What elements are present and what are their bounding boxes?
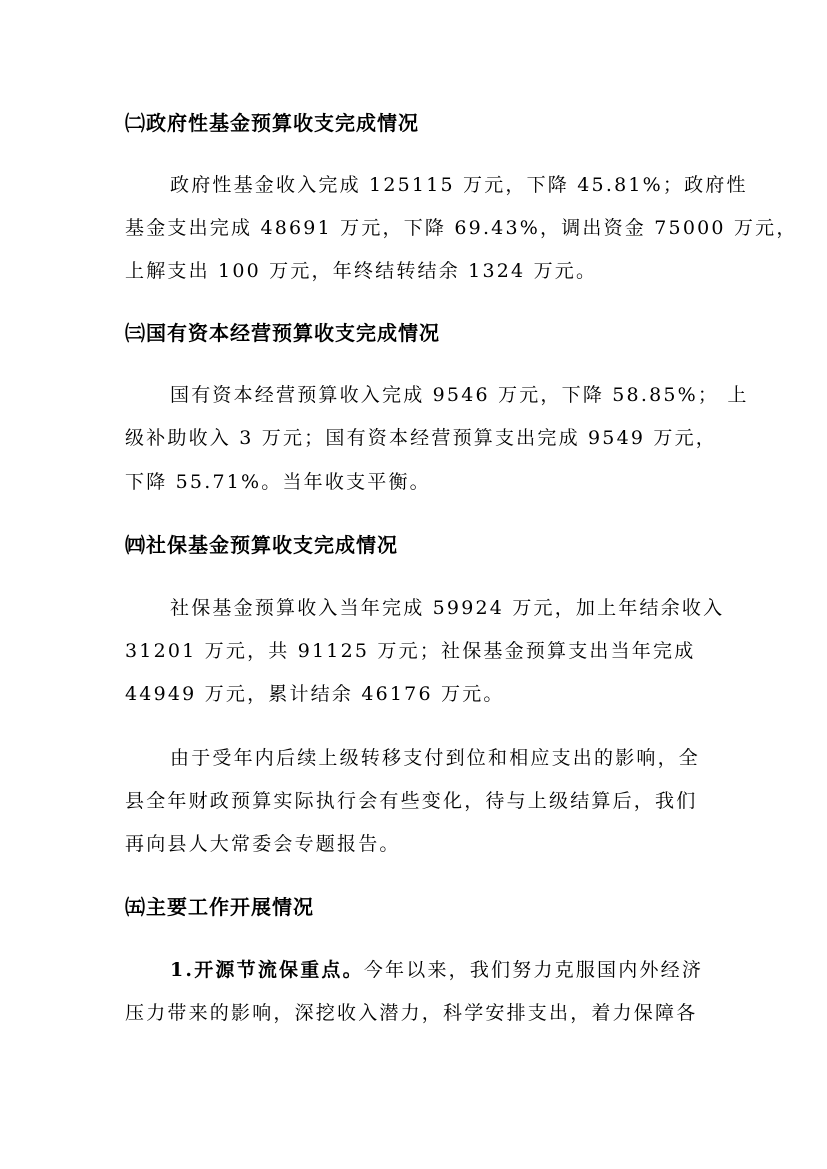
paragraph-line: 由于受年内后续上级转移支付到位和相应支出的影响，全 <box>170 747 701 769</box>
paragraph-line: 基金支出完成 48691 万元，下降 69.43%，调出资金 75000 万元， <box>125 217 798 239</box>
paragraph-line: 31201 万元，共 91125 万元；社保基金预算支出当年完成 <box>125 640 696 662</box>
paragraph-line: 政府性基金收入完成 125115 万元，下降 45.81%；政府性 <box>170 174 748 196</box>
paragraph-line: 再向县人大常委会专题报告。 <box>125 833 401 855</box>
paragraph-line: 压力带来的影响，深挖收入潜力，科学安排支出，着力保障各 <box>125 1002 698 1024</box>
section-heading-main-work: ㈤主要工作开展情况 <box>125 895 314 919</box>
section-heading-social-security-fund: ㈣社保基金预算收支完成情况 <box>125 533 398 557</box>
paragraph-line <box>170 958 703 982</box>
paragraph-text: 今年以来，我们努力克服国内外经济 <box>363 959 704 981</box>
section-heading-state-capital: ㈢国有资本经营预算收支完成情况 <box>125 321 440 345</box>
paragraph-lead-title: 1.开源节流保重点。 <box>170 959 364 981</box>
paragraph-line: 级补助收入 3 万元；国有资本经营预算支出完成 9549 万元， <box>125 427 718 449</box>
paragraph-line: 社保基金预算收入当年完成 59924 万元，加上年结余收入 <box>170 597 725 619</box>
paragraph-line: 上解支出 100 万元，年终结转结余 1324 万元。 <box>125 260 598 282</box>
paragraph-line: 44949 万元，累计结余 46176 万元。 <box>125 683 505 705</box>
paragraph-line: 国有资本经营预算收入完成 9546 万元，下降 58.85%； 上 <box>170 384 749 406</box>
paragraph-line: 县全年财政预算实际执行会有些变化，待与上级结算后，我们 <box>125 790 698 812</box>
section-heading-government-fund: ㈡政府性基金预算收支完成情况 <box>125 111 419 135</box>
paragraph-line: 下降 55.71%。当年收支平衡。 <box>125 471 431 493</box>
